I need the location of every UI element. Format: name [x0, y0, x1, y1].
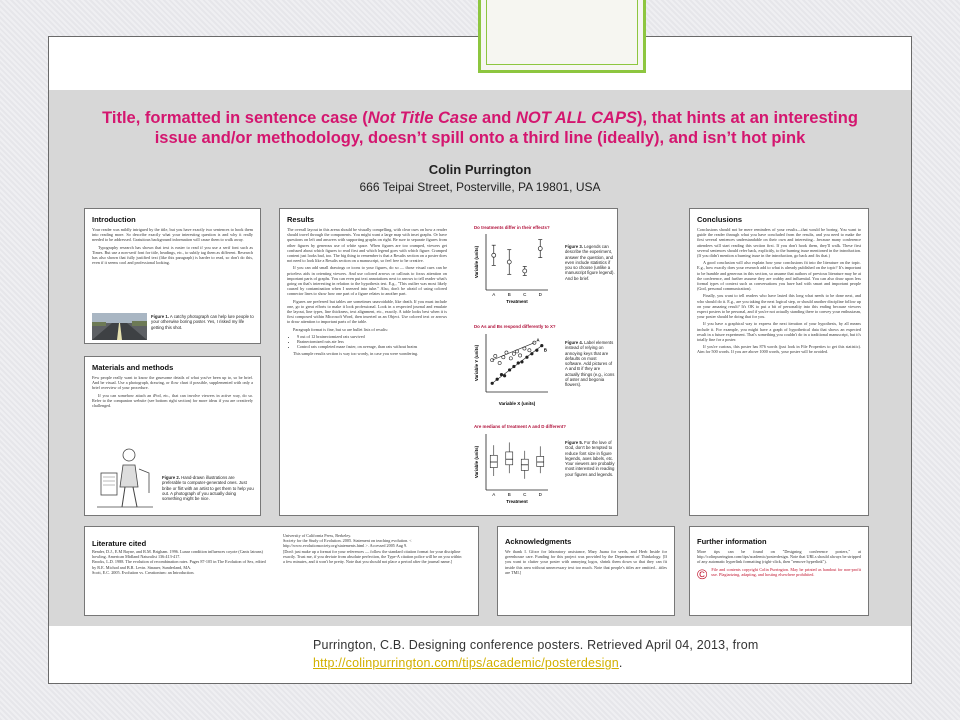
series-label: B — [543, 347, 548, 353]
figure-4-caption: Figure 4. Label elements instead of relying on annoying keys that are defaults on most software. Add pictures of A and B if they are actually things (e.g., icons of aster and begonia flowers). — [565, 340, 615, 388]
materials-heading: Materials and methods — [92, 363, 174, 372]
literature-heading: Literature cited — [92, 539, 147, 548]
poster-title: Title, formatted in sentence case (Not Title Case and NOT ALL CAPS), that hints at an interesting issue and/or methodology, doesn’t spill onto a third line (ideally), and isn’t hot pink — [102, 109, 858, 147]
literature-panel — [84, 526, 479, 616]
results-p3: Figures are preferred but tables are sometimes unavoidable, like death. If you must include one, go to great efforts to make it look professional. Look in a respected journal and emulate the layout, line types, line thickness, text alignment, etc., exactly. A table looks best when it is first composed within Microsoft Word, then inserted as an Object. Use colored text or arrows to draw attention to important parts of the table. — [287, 298, 447, 325]
tick-label: D — [538, 492, 542, 497]
further-text: More tips can be found on "Designing conference posters," at http://colinpurrington.com/tips/academic/posterdesign. Note that URLs should always be stripped of any automatic hyperlink formatting (right-click, then "remove hyperlink"). — [697, 549, 861, 565]
figure-1-caption: Figure 1. A catchy photograph can help lure people to your otherwise boring poster. Yes, I risked my life getting this shot. — [151, 314, 254, 330]
conclusions-p1: Conclusions should not be mere reminders of your results—that would be boring. You want to guide the reader through what you have concluded from the results, and you need to make the first several sentences understandable on their own and interesting…because many conference attendees will start reading this section first. If you don't hook them, they'll walk. These first several sentences should refer back, explicitly, to the burning issue mentioned in the introduction. (If you didn't mention a burning issue in the introduction, go back and fix that.) — [697, 227, 861, 259]
acknowledgments-text: We thank I. Gfoor for laboratory assistance, Mary Juana for seeds, and Herb Inside for greenhouse care. Funding for this project was provided by the Department of Thinkology. [If you want to clutter your poster with annoying logos, shrink them down so that they can fit inside this area without unnecessary text too much. Note that people's titles are omitted…titles are TMI.] — [505, 549, 667, 575]
box — [506, 452, 513, 465]
point-series-a — [509, 357, 512, 360]
acknowledgments-heading: Acknowledgments — [505, 537, 572, 546]
results-bullet: • Brainectomized rats ate less — [297, 339, 447, 344]
data-point — [523, 269, 527, 273]
tick-label: D — [538, 292, 542, 297]
point-series-a — [528, 349, 531, 352]
citation-text: Purrington, C.B. Designing conference posters. Retrieved April 04, 2013, from — [313, 638, 759, 652]
data-point — [492, 253, 496, 257]
data-point — [507, 260, 511, 264]
x-axis-label: Treatment — [506, 499, 528, 504]
tick-label: C — [523, 492, 527, 497]
acknowledgments-panel — [497, 526, 675, 616]
x-axis-label: Variable X (units) — [498, 401, 536, 406]
introduction-heading: Introduction — [92, 215, 136, 224]
introduction-p2: Typography research has shown that text is easier to read if you use a serif font such as Times. But use a non-serif font for title, headings, etc., to subtly tag them as different. Research has also shown that fully justified text (like this paragraph) is harder to read, so don't do this, even if it seems cool and professional looking. — [92, 244, 253, 266]
conclusions-p4: If you have a graphical way to express the next iteration of your hypothesis, by all means include it. For example, you might have a graph of hypothetical data that shows an expected result in a future experiment. That's something you couldn't do in a traditional manuscript, but it's totally fine for a poster. — [697, 321, 861, 343]
results-bullet: • Control rats completed maze faster, on average, than rats without brains — [297, 344, 447, 349]
introduction-panel — [84, 208, 261, 344]
results-p2: If you can add small drawings or icons to your figures, do so — those visual cues can be priceless aids in orienting viewers. And use colored arrows or callouts to focus attention on important parts of graphs. You can even put text annotations next to arrows to tell reader what's going on that's interesting in relation to the hypothesis test. E.g., "This outlier was most likely caused by contamination when I sneezed into tube." Also, don't be afraid of using colored connector lines to show how one part of a figure relates to another part. — [287, 265, 447, 297]
y-axis-label: Variable (units) — [474, 245, 479, 279]
tick-label: A — [492, 292, 496, 297]
copyright-notice — [697, 567, 861, 581]
copyright-text: File and contents copyright Colin Purrington. May be printed as handout for non-profit use. Plagiarizing, adapting, and hosting elsewhere prohibited. — [711, 566, 861, 577]
figure-4-chart — [472, 330, 564, 410]
figure-2-caption: Figure 2. Hand-drawn illustrations are preferable to computer-generated ones. Just bribe or flirt with an artist to get them to help you out. A photograph of you actually doing something might be nice. — [162, 475, 254, 502]
point-series-a — [494, 354, 497, 357]
results-p4: Paragraph format is fine, but so are bullet lists of results: — [293, 326, 389, 332]
box — [537, 456, 544, 466]
point-series-a — [498, 361, 501, 364]
results-p5: This sample results section is way too wordy, in case you were wondering. — [293, 351, 419, 357]
y-axis-label: Variable (units) — [474, 445, 479, 479]
citation-link[interactable]: http://colinpurrington.com/tips/academic/posterdesign — [313, 656, 619, 670]
figure-5-title: Are medians of treatment A and D different? — [474, 424, 566, 429]
poster-address: 666 Teipai Street, Posterville, PA 19801, USA — [359, 180, 601, 194]
further-panel — [689, 526, 869, 616]
road-photo — [92, 313, 147, 340]
results-p1: The overall layout in this arena should be visually compelling, with clear cues on how a reader should travel through the components. You might want a large map with inset graphs. Or have questions on left and answers with supporting graphs on right. Be sure to separate figures from other figures by generous use of white space. When figures are too cramped, viewers get confused about which figures to read first and which legend goes with which figure. Cramped content just looks bad, too. The big thing to remember is that a Results section on a poster does not need to look like a Results section on a manuscript, so feel free to be creative. — [287, 227, 447, 264]
hand-drawn-illustration — [95, 443, 155, 511]
figure-3-title: Do treatments differ in their effects? — [474, 225, 550, 230]
figure-5-caption: Figure 5. For the love of God, don't be tempted to reduce font size in figure legends, axes labels, etc. Your viewers are probably most interested in reading your figures and legends. — [565, 440, 615, 477]
x-axis-label: Treatment — [506, 299, 528, 304]
materials-panel — [84, 356, 261, 516]
results-heading: Results — [287, 215, 315, 224]
data-point — [538, 247, 542, 251]
poster-author: Colin Purrington — [428, 162, 532, 177]
literature-right: University of California Press, Berkeley. Society for the Study of Evolution. 2005. Statement on teaching evolution. < http://www.evolutionsociety.org/statements.html >. Accessed 2005 Aug 9. [Don't just make up a format for your references — follow the standard citation format for your discipline exactly. Trust me, if you deviate from absolute perfection, the Type-A citation police will be on you within a few minutes, and it won't be pretty. Note that you should not place a period after the journal name.] — [283, 533, 462, 565]
box — [490, 455, 497, 467]
tick-label: B — [507, 492, 511, 497]
figure-4-title: Do As and Bs respond differently to X? — [474, 324, 556, 329]
introduction-p1: Your reader was mildly intrigued by the title, but you have exactly two sentences to hook them into reading more. So describe exactly what your interesting question is and why it really needed to be addressed. Gratuitous background information will cause them to walk away. — [92, 227, 253, 243]
point-series-a — [512, 352, 515, 355]
decorative-tab-inner — [486, 0, 638, 65]
materials-p1: Few people really want to know the gruesome details of what you've been up to, so be brief. And be visual. Use a photograph, drawing, or flow chart if possible, supplemented with only a brief overview of your procedure. — [92, 375, 253, 391]
tick-label: C — [523, 292, 527, 297]
conclusions-p2: A good conclusion will also explain how your conclusions fit into the literature on the topic. E.g., how exactly does your research add to what is already published on the topic? It's important to be humble and generous in this section, so assume that authors of previous literature may be at the conference, and further assume they are crabby and influential. You can also draw upon less formal types of context such as conversations you have had with smart and important people (God, personal communication). — [697, 260, 861, 292]
materials-p2: If you can somehow attach an iPod, etc., that can involve viewers in active way, do so. Refer to the companion website (see bottom right section) for more ideas if you are creatively challenged. — [92, 392, 253, 409]
series-label: A — [536, 337, 540, 343]
point-series-a — [519, 354, 522, 357]
tick-label: B — [507, 292, 511, 297]
literature-left: Bender, D.J., E.M Bayne, and R.M. Brigham. 1996. Lunar condition influences coyote (Canis latrans) howling. American Midland Naturalist 136:413-417. Brooks, L.D. 1988. The evolution of recombination rates. Pages 87-105 in The Evolution of Sex, edited by R.E. Michod and B.R. Levin. Sinauer, Sunderland, MA. Scott, E.C. 2005. Evolution vs. Creationism: an Introduction. — [92, 549, 266, 575]
y-axis-label: Variable Y (units) — [474, 344, 479, 382]
copyright-icon: © — [697, 565, 708, 582]
figure-3-chart — [472, 230, 564, 308]
results-bullets — [291, 334, 447, 350]
source-citation — [313, 636, 903, 672]
figure-3-caption: Figure 3. Legends can describe the experiment, answer the question, and even include statistics if you so choose (unlike a manuscript figure legend). And be brief. — [565, 244, 615, 281]
conclusions-p3: Finally, you want to tell readers who have lasted this long what needs to be done next, and who should do it. E.g., are you taking the next logical step, or should another discipline follow up on your amazing result? It's OK to put a bit of personality into this ending because viewers expect posters to be personal, and if you're not actually standing there to convey your enthusiasm, your poster should be doing that for you. — [697, 293, 861, 320]
conclusions-heading: Conclusions — [697, 215, 743, 224]
citation-end: . — [618, 656, 623, 670]
further-heading: Further information — [697, 537, 767, 546]
tick-label: A — [492, 492, 496, 497]
results-bullet: • 9 out of 12 brainectomized rats survived — [297, 334, 447, 339]
conclusions-panel — [689, 208, 869, 516]
figure-5-chart — [472, 430, 564, 510]
conclusions-p5: If you're curious, this poster has 876 words (just look in File Properties to get this statistic). Aim for 500 words. If you are above 1000 words, your poster will be avoided. — [697, 344, 861, 355]
